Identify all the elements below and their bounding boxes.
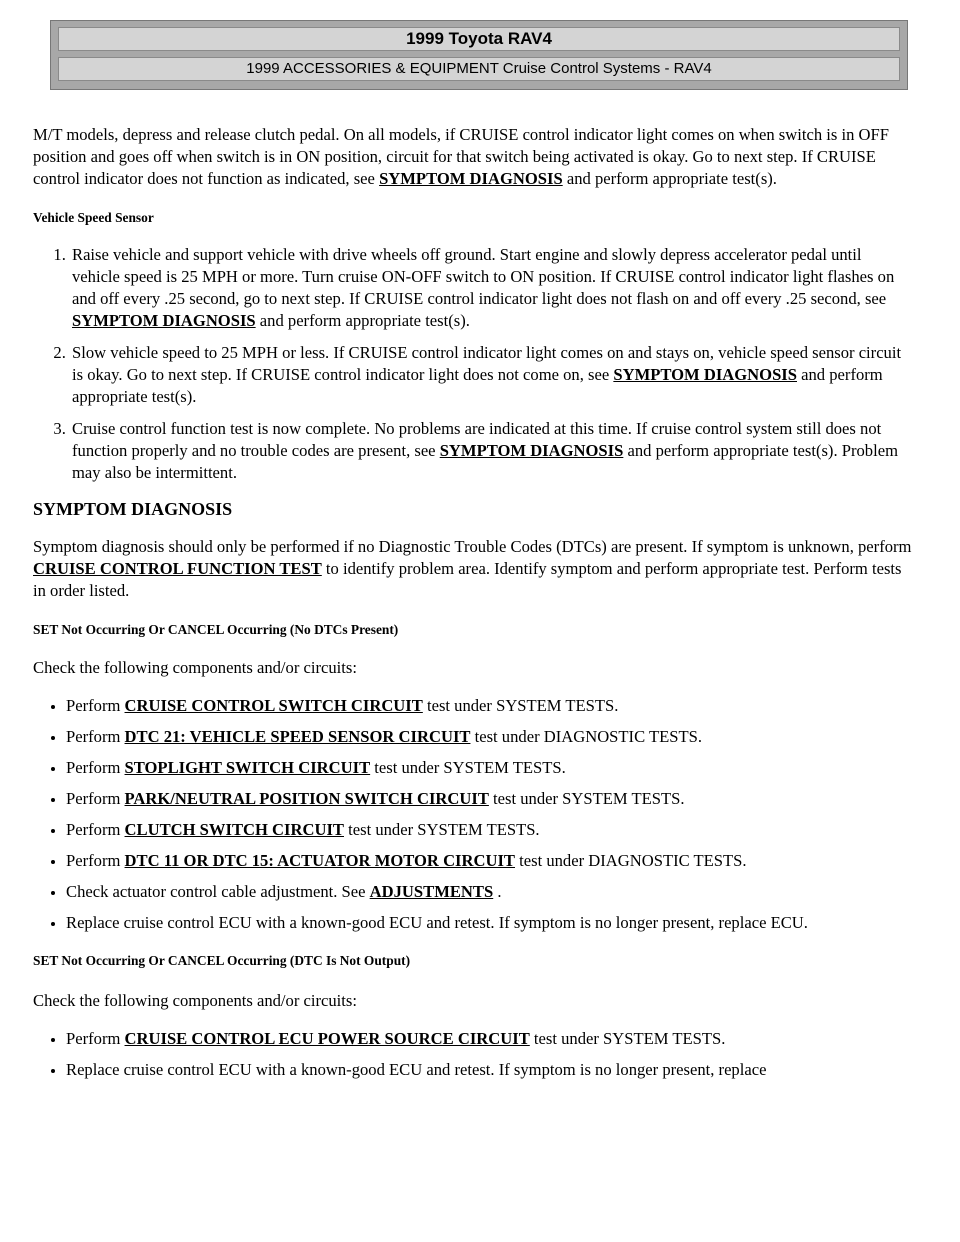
adjustments-link[interactable]: ADJUSTMENTS bbox=[369, 882, 494, 901]
list-item: • Perform STOPLIGHT SWITCH CIRCUIT test under SYSTEM TESTS. bbox=[66, 757, 913, 779]
test-link[interactable]: STOPLIGHT SWITCH CIRCUIT bbox=[124, 758, 371, 777]
test-link[interactable]: CLUTCH SWITCH CIRCUIT bbox=[124, 820, 344, 839]
test-link[interactable]: DTC 11 OR DTC 15: ACTUATOR MOTOR CIRCUIT bbox=[124, 851, 515, 870]
symptom-diagnosis-link[interactable]: SYMPTOM DIAGNOSIS bbox=[613, 365, 797, 384]
list-item: • Replace cruise control ECU with a known-good ECU and retest. If symptom is no longer present, replace ECU. bbox=[66, 912, 913, 934]
document-body bbox=[33, 124, 913, 1090]
test-link[interactable]: CRUISE CONTROL SWITCH CIRCUIT bbox=[124, 696, 423, 715]
section2-list bbox=[33, 1028, 913, 1081]
list-item: 2. Slow vehicle speed to 25 MPH or less. If CRUISE control indicator light comes on and stays on, vehicle speed sensor circuit is okay. Go to next step. If CRUISE control indicator light does not come on, see SYMPTOM DIAGNOSIS and perform appropriate test(s). bbox=[70, 342, 913, 408]
cruise-control-function-test-link[interactable]: CRUISE CONTROL FUNCTION TEST bbox=[33, 559, 322, 578]
test-link[interactable]: PARK/NEUTRAL POSITION SWITCH CIRCUIT bbox=[124, 789, 489, 808]
test-link[interactable]: CRUISE CONTROL ECU POWER SOURCE CIRCUIT bbox=[124, 1029, 530, 1048]
symptom-diagnosis-link[interactable]: SYMPTOM DIAGNOSIS bbox=[72, 311, 256, 330]
list-item: • Perform DTC 21: VEHICLE SPEED SENSOR CIRCUIT test under DIAGNOSTIC TESTS. bbox=[66, 726, 913, 748]
list-item: • Perform CRUISE CONTROL SWITCH CIRCUIT test under SYSTEM TESTS. bbox=[66, 695, 913, 717]
list-item: 1. Raise vehicle and support vehicle with drive wheels off ground. Start engine and slowly depress accelerator pedal until vehicle speed is 25 MPH or more. Turn cruise ON-OFF switch to ON position. If CRUISE control indicator light flashes on and off every .25 second, go to next step. If CRUISE control indicator light does not flash on and off every .25 second, see SYMPTOM DIAGNOSIS and perform appropriate test(s). bbox=[70, 244, 913, 332]
list-item: • Perform DTC 11 OR DTC 15: ACTUATOR MOTOR CIRCUIT test under DIAGNOSTIC TESTS. bbox=[66, 850, 913, 872]
vss-heading: Vehicle Speed Sensor bbox=[33, 210, 154, 225]
list-item: • Check actuator control cable adjustment. See ADJUSTMENTS . bbox=[66, 881, 913, 903]
section1-heading: SET Not Occurring Or CANCEL Occurring (No DTCs Present) bbox=[33, 622, 399, 637]
section1-list bbox=[33, 695, 913, 934]
symptom-diagnosis-link[interactable]: SYMPTOM DIAGNOSIS bbox=[439, 441, 624, 460]
list-item: • Perform CRUISE CONTROL ECU POWER SOURCE CIRCUIT test under SYSTEM TESTS. bbox=[66, 1028, 913, 1050]
list-item: • Perform PARK/NEUTRAL POSITION SWITCH CIRCUIT test under SYSTEM TESTS. bbox=[66, 788, 913, 810]
list-item: • Perform CLUTCH SWITCH CIRCUIT test under SYSTEM TESTS. bbox=[66, 819, 913, 841]
list-item: • Replace cruise control ECU with a known-good ECU and retest. If symptom is no longer present, replace bbox=[66, 1059, 913, 1081]
vss-steps bbox=[33, 244, 913, 484]
document-title: 1999 Toyota RAV4 bbox=[58, 27, 900, 51]
section2-check-text: Check the following components and/or circuits: bbox=[33, 991, 357, 1010]
symptom-diagnosis-link[interactable]: SYMPTOM DIAGNOSIS bbox=[379, 169, 563, 188]
section2-heading: SET Not Occurring Or CANCEL Occurring (DTC Is Not Output) bbox=[33, 953, 411, 968]
test-link[interactable]: DTC 21: VEHICLE SPEED SENSOR CIRCUIT bbox=[124, 727, 471, 746]
intro-paragraph: M/T models, depress and release clutch pedal. On all models, if CRUISE control indicator light comes on when switch is in OFF position and goes off when switch is in ON position, circuit for that switch being activated is okay. Go to next step. If CRUISE control indicator does not function as indicated, see SYMPTOM DIAGNOSIS and perform appropriate test(s). bbox=[33, 125, 889, 188]
symptom-intro-paragraph: Symptom diagnosis should only be performed if no Diagnostic Trouble Codes (DTCs) are present. If symptom is unknown, perform CRUISE CONTROL FUNCTION TEST to identify problem area. Identify symptom and perform appropriate test. Perform tests in order listed. bbox=[33, 537, 912, 600]
section1-check-text: Check the following components and/or circuits: bbox=[33, 658, 357, 677]
symptom-diagnosis-heading: SYMPTOM DIAGNOSIS bbox=[33, 499, 233, 519]
document-subtitle: 1999 ACCESSORIES & EQUIPMENT Cruise Control Systems - RAV4 bbox=[58, 57, 900, 81]
page-header bbox=[50, 20, 908, 90]
list-item: 3. Cruise control function test is now complete. No problems are indicated at this time. If cruise control system still does not function properly and no trouble codes are present, see SYMPTOM DIAGNOSIS and perform appropriate test(s). Problem may also be intermittent. bbox=[70, 418, 913, 484]
